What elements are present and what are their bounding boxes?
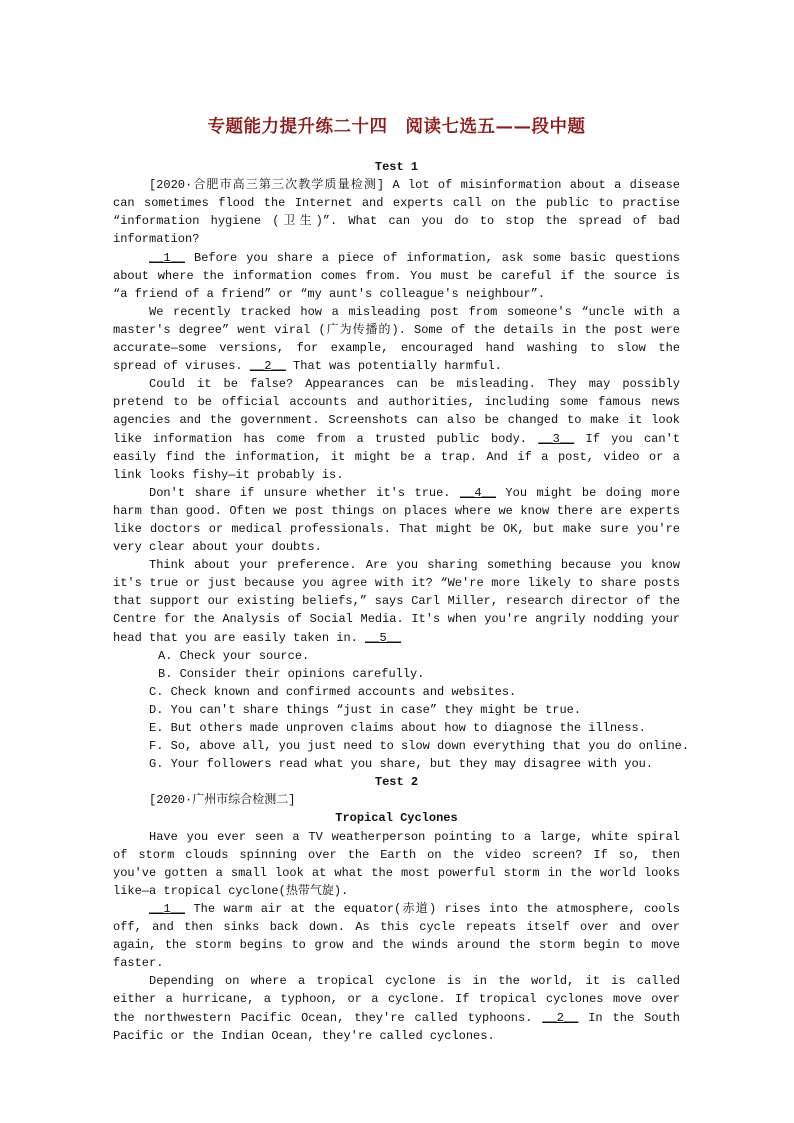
- paragraph-text: Depending on where a tropical cyclone is in the world, it is called either a hurricane, a typhoon, or a cyclone. If tropical cyclones move over the northwestern Pacific Ocean, they're called typhoons.: [113, 974, 680, 1025]
- test1-intro: [113, 176, 680, 248]
- paragraph-text: If you can't easily find the information, it might be a trap. And if a post, video or a link looks fishy—it probably is.: [113, 431, 680, 482]
- paragraph-text: The warm air at the equator(赤道) rises into the atmosphere, cools off, and then sinks back down. As this cycle repeats itself over and over again, the storm begins to grow and the winds around the storm begin to move faster.: [113, 901, 680, 971]
- paragraph-text: Don't share if unsure whether it's true.: [149, 485, 460, 500]
- test2-paragraph-2: [113, 900, 680, 972]
- test2-heading: Test 2: [374, 775, 419, 790]
- test1-paragraph-2: [113, 303, 680, 375]
- blank-2: __2__: [249, 359, 286, 374]
- test1-heading: Test 1: [374, 160, 419, 175]
- paragraph-text: In the South Pacific or the Indian Ocean, they're called cyclones.: [113, 1010, 680, 1043]
- blank-4: __4__: [459, 485, 496, 500]
- test2-source: [2020·广州市综合检测二]: [149, 793, 296, 808]
- option-f: F. So, above all, you just need to slow down everything that you do online.: [149, 739, 690, 754]
- option-c: C. Check known and confirmed accounts and websites.: [149, 684, 517, 699]
- option-b: B. Consider their opinions carefully.: [158, 666, 425, 681]
- blank-1: __1__: [149, 901, 186, 916]
- paragraph-text: Think about your preference. Are you sharing something because you know it's true or just because you agree with it? “We're more likely to share posts that support our existing beliefs,” says Carl Miller, research director of the Centre for the Analysis of Social Media. It's when you're angrily nodding your head that you are easily taken in.: [113, 558, 680, 645]
- paragraph-text: We recently tracked how a misleading post from someone's “uncle with a master's degree” went viral (广为传播的). Some of the details in the post were accurate—some versions, for example, encouraged hand washing to slow the spread of viruses.: [113, 304, 680, 374]
- blank-5: __5__: [365, 630, 402, 645]
- document-page: [113, 117, 690, 1045]
- option-d: D. You can't share things “just in case” they might be true.: [149, 702, 582, 717]
- page-title: 专题能力提升练二十四 阅读七选五——段中题: [207, 117, 586, 137]
- test1-paragraph-4: [113, 484, 680, 556]
- option-a: A. Check your source.: [158, 648, 310, 663]
- test2-paragraph-3: [113, 972, 680, 1044]
- test1-paragraph-3: [113, 375, 680, 484]
- option-e: E. But others made unproven claims about how to diagnose the illness.: [149, 721, 646, 735]
- test1-paragraph-1: [113, 249, 680, 303]
- paragraph-text: Could it be false? Appearances can be misleading. They may possibly pretend to be official accounts and authorities, including some famous news agencies and the government. Screenshots can also be changed to make it look like information has come from a trusted public body.: [113, 377, 680, 446]
- blank-3: __3__: [538, 431, 575, 446]
- test2-paragraph-1: Have you ever seen a TV weatherperson pointing to a large, white spiral of storm clouds spinning over the Earth on the video screen? If so, then you've gotten a small look at what the most powerful storm in the world looks like—a tropical cyclone(热带气旋).: [113, 829, 680, 898]
- test1-source: [2020·合肥市高三第三次教学质量检测]: [149, 178, 385, 193]
- blank-1: __1__: [149, 250, 186, 265]
- paragraph-text: That was potentially harmful.: [285, 359, 502, 374]
- paragraph-text: Before you share a piece of information, ask some basic questions about where the information comes from. You must be careful if the source is “a friend of a friend” or “my aunt's colleague's neighbour”.: [113, 250, 680, 301]
- paragraph-text: You might be doing more harm than good. Often we post things on places where we know there are experts like doctors or medical professionals. That might be OK, but make sure you're very clear about your doubts.: [113, 485, 681, 555]
- options-list: [113, 647, 690, 774]
- test1-paragraph-5: [113, 556, 680, 646]
- test2-subtitle: Tropical Cyclones: [335, 811, 458, 826]
- option-g: G. Your followers read what you share, but they may disagree with you.: [149, 757, 654, 772]
- test1-intro-text: A lot of misinformation about a disease can sometimes flood the Internet and experts call on the public to practise “information hygiene (卫生)”. What can you do to stop the spread of bad information?: [113, 178, 680, 247]
- blank-2: __2__: [542, 1010, 579, 1025]
